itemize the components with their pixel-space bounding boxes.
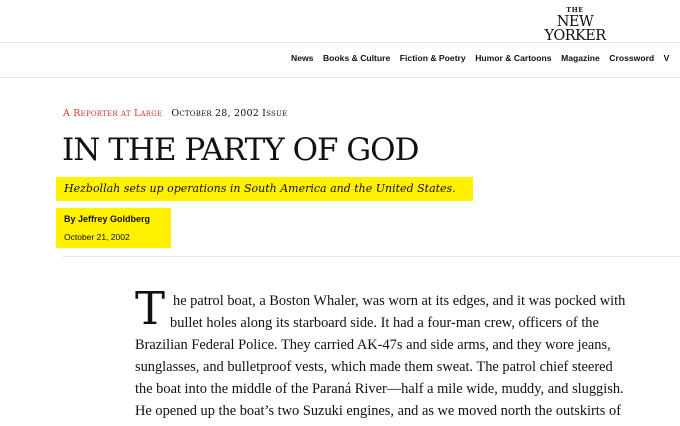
drop-cap: T — [135, 282, 166, 335]
logo-the-text: THE — [566, 6, 584, 14]
section-nav-bar — [0, 42, 680, 78]
body-line-2: bullet holes along its starboard side. It had a four-man crew, officers of the — [170, 315, 599, 331]
body-line-5: the boat into the middle of the Paraná River—half a mile wide, muddy, and sluggish. — [135, 381, 624, 397]
nav-item-news[interactable]: News — [291, 53, 314, 63]
nav-item-crossword[interactable]: Crossword — [609, 53, 655, 63]
nav-item-truncated[interactable]: V — [663, 53, 670, 63]
body-line-1: he patrol boat, a Boston Whaler, was worn at its edges, and it was pocked with — [173, 293, 626, 309]
issue-link[interactable]: October 28, 2002 Issue — [171, 108, 288, 119]
top-header-bar — [0, 0, 680, 43]
body-line-6: He opened up the boat’s two Suzuki engines, and as we moved north the outskirts of — [135, 403, 621, 419]
logo-name-text: NEW YORKER — [544, 13, 606, 44]
body-line-4: sunglasses, and bulletproof vests, which made them sweat. The patrol chief steered — [135, 359, 613, 375]
body-line-3: Brazilian Federal Police. They carried AK-47s and side arms, and they wore jeans, — [135, 337, 611, 353]
nav-items — [291, 53, 679, 63]
header-divider — [63, 256, 680, 257]
nav-item-fiction-poetry[interactable]: Fiction & Poetry — [399, 53, 466, 63]
nav-item-humor-cartoons[interactable]: Humor & Cartoons — [475, 53, 552, 63]
article-dek: Hezbollah sets up operations in South America and the United States. — [64, 182, 456, 195]
nav-item-magazine[interactable]: Magazine — [561, 53, 600, 63]
nav-item-books-culture[interactable]: Books & Culture — [322, 53, 391, 63]
article-headline: IN THE PARTY OF GOD — [62, 132, 419, 168]
site-logo[interactable] — [530, 7, 620, 44]
article-rubric — [63, 108, 287, 120]
section-link[interactable]: A Reporter at Large — [63, 108, 163, 119]
article-byline[interactable]: By Jeffrey Goldberg — [64, 214, 151, 224]
article-date: October 21, 2002 — [64, 232, 130, 242]
